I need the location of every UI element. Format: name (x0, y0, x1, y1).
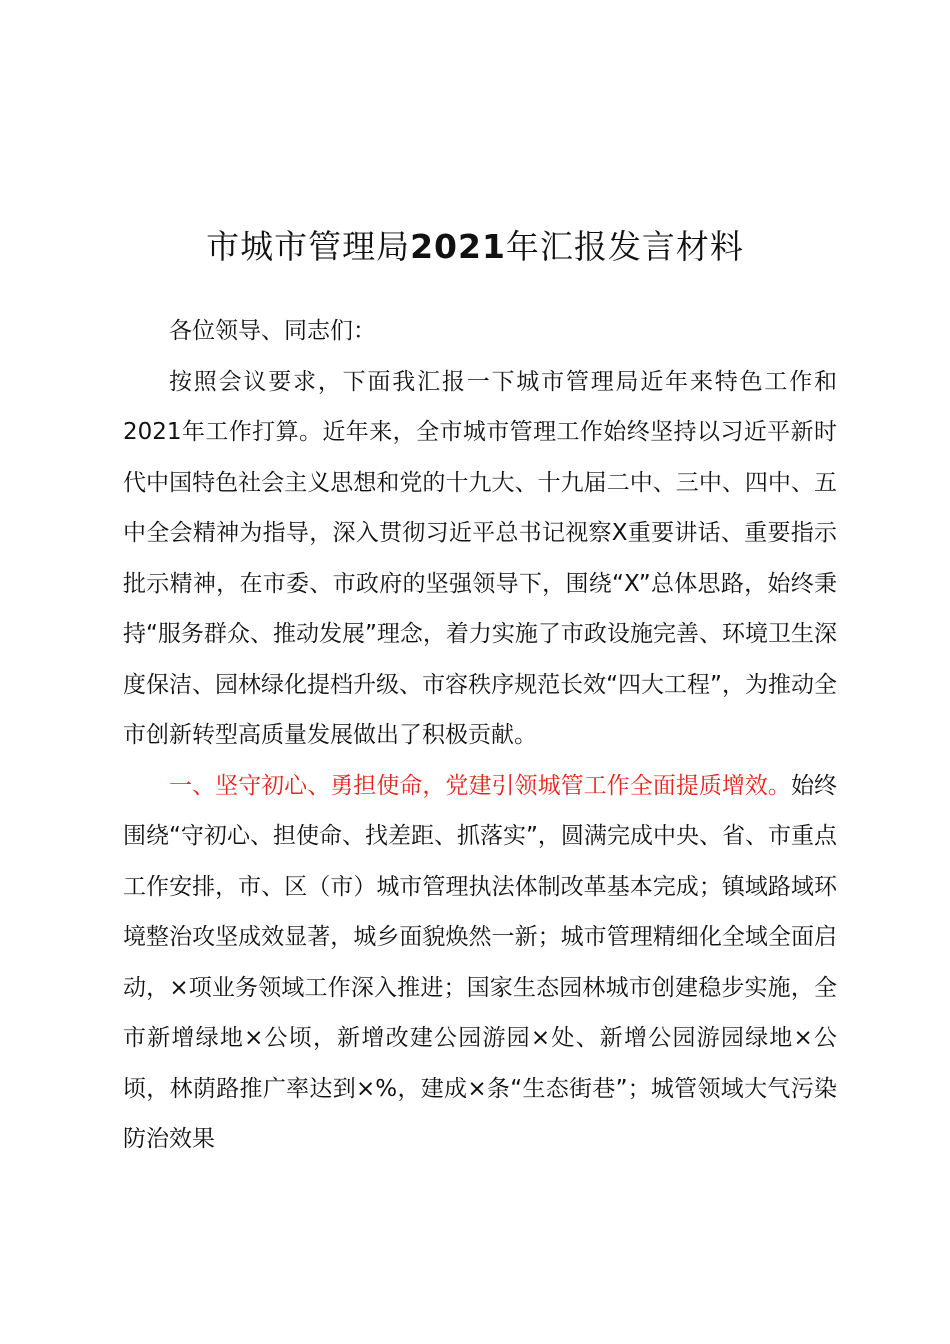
title-year: 2021 (410, 227, 506, 266)
paragraph-intro: 按照会议要求，下面我汇报一下城市管理局近年来特色工作和2021年工作打算。近年来，全市城市管理工作始终坚持以习近平新时代中国特色社会主义思想和党的十九大、十九届二中、三中、四中、五中全会精神为指导，深入贯彻习近平总书记视察X重要讲话、重要指示批示精神，在市委、市政府的坚强领导下，围绕“X”总体思路，始终秉持“服务群众、推动发展”理念，着力实施了市政设施完善、环境卫生深度保洁、园林绿化提档升级、市容秩序规范长效“四大工程”，为推动全市创新转型高质量发展做出了积极贡献。 (123, 368, 837, 748)
title-suffix: 年汇报发言材料 (505, 227, 744, 266)
section-1-body: 始终围绕“守初心、担使命、找差距、抓落实”，圆满完成中央、省、市重点工作安排，市、区（市）城市管理执法体制改革基本完成；镇域路域环境整治攻坚成效显著，城乡面貌焕然一新；城市管理精细化全域全面启动，×项业务领域工作深入推进；国家生态园林城市创建稳步实施，全市新增绿地×公顷，新增改建公园游园×处、新增公园游园绿地×公顷，林荫路推广率达到×%，建成×条“生态街巷”；城管领域大气污染防治效果 (123, 772, 838, 1152)
salutation: 各位领导、同志们： (169, 318, 376, 344)
document-body (123, 306, 837, 1165)
title-prefix: 市城市管理局 (206, 227, 411, 266)
paragraph-section-1 (123, 761, 837, 1165)
page-title (0, 222, 950, 272)
section-1-heading: 一、坚守初心、勇担使命，党建引领城管工作全面提质增效。 (169, 772, 791, 799)
